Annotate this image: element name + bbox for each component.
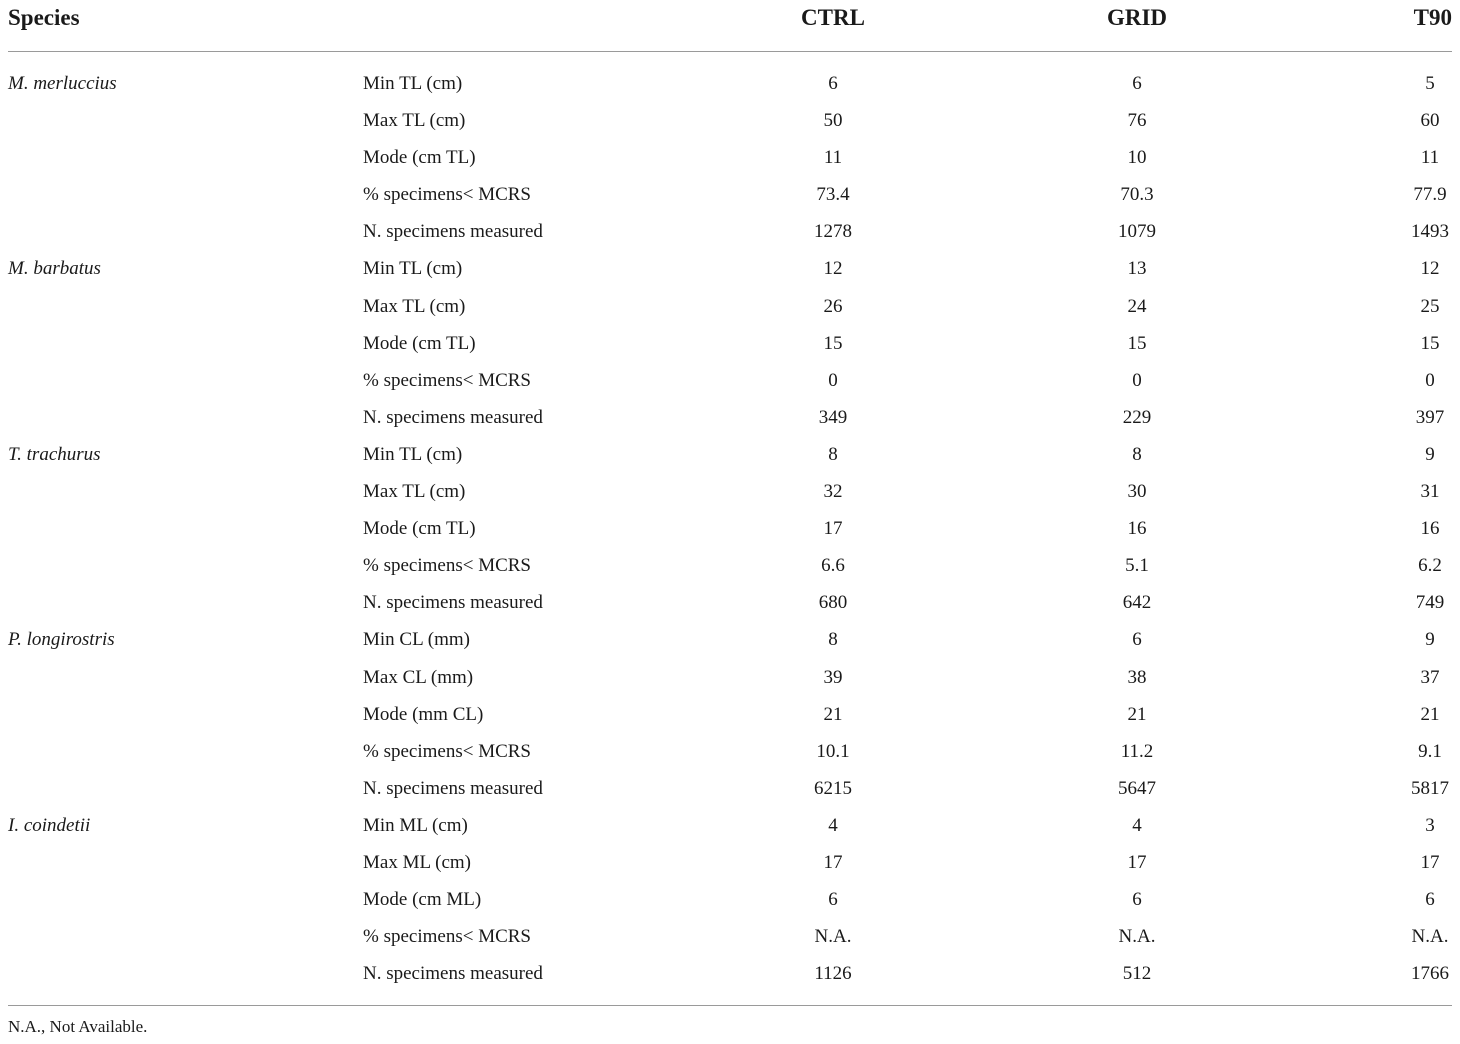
grid-value: 24 xyxy=(1127,295,1147,317)
metric-cell: Max ML (cm) xyxy=(363,851,471,873)
table-bottom-rule xyxy=(8,1005,1452,1006)
table-body xyxy=(8,52,1452,992)
ctrl-value: 32 xyxy=(823,481,843,503)
table-row xyxy=(8,696,1452,733)
t90-value: 5817 xyxy=(1411,777,1449,799)
ctrl-value: 8 xyxy=(828,629,838,651)
table-row xyxy=(8,436,1452,473)
ctrl-value: 6.6 xyxy=(821,555,845,577)
ctrl-value: 17 xyxy=(823,851,843,873)
table-row xyxy=(8,250,1452,287)
table-row xyxy=(8,362,1452,399)
species-cell: I. coindetii xyxy=(8,814,91,836)
metric-cell: Min TL (cm) xyxy=(363,258,463,280)
ctrl-value: 4 xyxy=(828,814,838,836)
ctrl-value: 26 xyxy=(823,295,843,317)
grid-value: 229 xyxy=(1122,406,1152,428)
t90-value: 3 xyxy=(1425,814,1435,836)
grid-value: 512 xyxy=(1122,963,1152,985)
t90-value: 37 xyxy=(1420,666,1440,688)
metric-cell: N. specimens measured xyxy=(363,221,543,243)
grid-value: 38 xyxy=(1127,666,1147,688)
t90-value: 9 xyxy=(1425,443,1435,465)
metric-cell: % specimens< MCRS xyxy=(363,740,531,762)
table-row xyxy=(8,510,1452,547)
t90-value: 11 xyxy=(1420,147,1440,169)
grid-value: 70.3 xyxy=(1120,184,1154,206)
metric-cell: Mode (cm ML) xyxy=(363,889,482,911)
table-row xyxy=(8,659,1452,696)
species-cell: P. longirostris xyxy=(8,629,115,651)
ctrl-value: 21 xyxy=(823,703,843,725)
t90-value: N.A. xyxy=(1411,926,1449,948)
grid-value: 6 xyxy=(1132,73,1142,94)
ctrl-value: 6 xyxy=(828,73,838,94)
grid-value: 76 xyxy=(1127,110,1147,132)
metric-cell: Min TL (cm) xyxy=(363,443,463,465)
metric-cell: Max CL (mm) xyxy=(363,666,474,688)
ctrl-value: 0 xyxy=(828,369,838,391)
t90-value: 6 xyxy=(1425,889,1435,911)
metric-cell: N. specimens measured xyxy=(363,406,543,428)
table-row xyxy=(8,844,1452,881)
table-row xyxy=(8,881,1452,918)
metric-cell: Mode (mm CL) xyxy=(363,703,484,725)
table-row xyxy=(8,770,1452,807)
grid-value: 6 xyxy=(1132,629,1142,651)
t90-value: 17 xyxy=(1420,851,1440,873)
ctrl-value: 39 xyxy=(823,666,843,688)
t90-value: 16 xyxy=(1420,518,1440,540)
table-row xyxy=(8,584,1452,621)
metric-cell: Max TL (cm) xyxy=(363,295,466,317)
species-cell: M. merluccius xyxy=(8,73,117,94)
data-table xyxy=(8,0,1452,992)
table-row xyxy=(8,733,1452,770)
table-header xyxy=(8,0,1452,52)
grid-value: N.A. xyxy=(1118,926,1156,948)
header-species: Species xyxy=(8,5,80,30)
grid-value: 1079 xyxy=(1118,221,1156,243)
metric-cell: Min ML (cm) xyxy=(363,814,468,836)
grid-value: 30 xyxy=(1127,481,1147,503)
ctrl-value: 73.4 xyxy=(816,184,850,206)
grid-value: 4 xyxy=(1132,814,1142,836)
table-row xyxy=(8,807,1452,844)
species-cell: M. barbatus xyxy=(8,258,101,280)
species-cell: T. trachurus xyxy=(8,443,101,465)
table-row xyxy=(8,325,1452,362)
grid-value: 0 xyxy=(1132,369,1142,391)
metric-cell: Mode (cm TL) xyxy=(363,518,476,540)
table-footnote: N.A., Not Available. xyxy=(8,1017,148,1036)
t90-value: 25 xyxy=(1420,295,1440,317)
t90-value: 0 xyxy=(1425,369,1435,391)
t90-value: 31 xyxy=(1420,481,1440,503)
metric-cell: N. specimens measured xyxy=(363,592,543,614)
ctrl-value: 11 xyxy=(823,147,843,169)
ctrl-value: 10.1 xyxy=(816,740,850,762)
t90-value: 15 xyxy=(1420,332,1440,354)
metric-cell: Mode (cm TL) xyxy=(363,332,476,354)
metric-cell: % specimens< MCRS xyxy=(363,184,531,206)
metric-cell: % specimens< MCRS xyxy=(363,555,531,577)
metric-cell: % specimens< MCRS xyxy=(363,369,531,391)
t90-value: 1766 xyxy=(1411,963,1449,985)
t90-value: 9 xyxy=(1425,629,1435,651)
ctrl-value: 17 xyxy=(823,518,843,540)
grid-value: 15 xyxy=(1127,332,1147,354)
ctrl-value: 349 xyxy=(818,406,848,428)
grid-value: 5.1 xyxy=(1125,555,1149,577)
metric-cell: Min CL (mm) xyxy=(363,629,470,651)
table-row xyxy=(8,213,1452,250)
metric-cell: N. specimens measured xyxy=(363,777,543,799)
grid-value: 5647 xyxy=(1118,777,1156,799)
grid-value: 10 xyxy=(1127,147,1147,169)
table-row xyxy=(8,547,1452,584)
grid-value: 11.2 xyxy=(1120,740,1154,762)
ctrl-value: 12 xyxy=(823,258,843,280)
t90-value: 9.1 xyxy=(1418,740,1442,762)
ctrl-value: 6215 xyxy=(814,777,852,799)
metric-cell: % specimens< MCRS xyxy=(363,926,531,948)
t90-value: 6.2 xyxy=(1418,555,1442,577)
t90-value: 749 xyxy=(1415,592,1445,614)
ctrl-value: 680 xyxy=(818,592,848,614)
grid-value: 16 xyxy=(1127,518,1147,540)
t90-value: 12 xyxy=(1420,258,1440,280)
ctrl-value: 8 xyxy=(828,443,838,465)
t90-value: 5 xyxy=(1425,73,1435,94)
table-row xyxy=(8,918,1452,955)
metric-cell: Min TL (cm) xyxy=(363,73,463,94)
grid-value: 21 xyxy=(1127,703,1147,725)
table-row xyxy=(8,65,1452,102)
ctrl-value: 1278 xyxy=(814,221,852,243)
ctrl-value: N.A. xyxy=(814,926,852,948)
table-row xyxy=(8,399,1452,436)
t90-value: 77.9 xyxy=(1413,184,1447,206)
metric-cell: Max TL (cm) xyxy=(363,481,466,503)
ctrl-value: 1126 xyxy=(814,963,852,985)
ctrl-value: 6 xyxy=(828,889,838,911)
grid-value: 6 xyxy=(1132,889,1142,911)
metric-cell: N. specimens measured xyxy=(363,963,543,985)
table-row xyxy=(8,139,1452,176)
grid-value: 8 xyxy=(1132,443,1142,465)
grid-value: 642 xyxy=(1122,592,1152,614)
grid-value: 13 xyxy=(1127,258,1147,280)
header-grid: GRID xyxy=(1106,5,1168,30)
t90-value: 21 xyxy=(1420,703,1440,725)
table-row xyxy=(8,621,1452,658)
table-row xyxy=(8,955,1452,992)
t90-value: 1493 xyxy=(1411,221,1449,243)
metric-cell: Max TL (cm) xyxy=(363,110,466,132)
header-t90: T90 xyxy=(1413,5,1452,30)
ctrl-value: 50 xyxy=(823,110,843,132)
t90-value: 60 xyxy=(1420,110,1440,132)
metric-cell: Mode (cm TL) xyxy=(363,147,476,169)
table-row xyxy=(8,473,1452,510)
grid-value: 17 xyxy=(1127,851,1147,873)
ctrl-value: 15 xyxy=(823,332,843,354)
t90-value: 397 xyxy=(1415,406,1445,428)
table-row xyxy=(8,102,1452,139)
header-ctrl: CTRL xyxy=(801,5,865,30)
table-row xyxy=(8,176,1452,213)
table-row xyxy=(8,288,1452,325)
